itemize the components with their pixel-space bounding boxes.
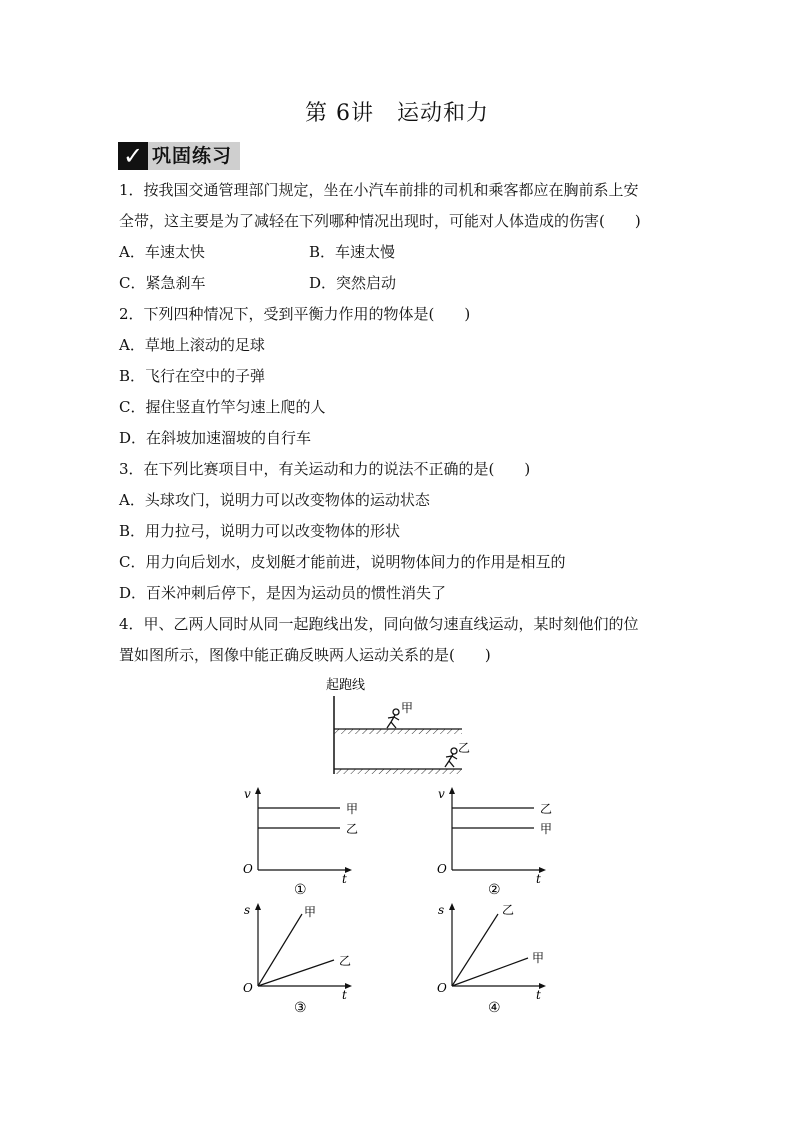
q2-option-b: B．飞行在空中的子弹 [119, 367, 266, 385]
section-label: 巩固练习 [148, 142, 240, 170]
runner-icon-a [387, 709, 399, 728]
check-icon: ✓ [118, 142, 148, 170]
graph-2 [430, 784, 560, 902]
runner-icon-b [445, 748, 457, 767]
start-line-label: 起跑线 [326, 678, 366, 693]
graph-3-shallow-line [258, 960, 334, 986]
start-line-figure [318, 672, 478, 782]
graph-3-steep-line [258, 914, 302, 986]
q1-options-row2 [119, 272, 679, 303]
graph-4 [430, 900, 560, 1020]
y-arrow-icon [255, 903, 261, 910]
q1-option-c: C．紧急刹车 [119, 274, 206, 292]
graph-1-y-axis: v [244, 787, 251, 801]
graph-4-shallow-label: 甲 [532, 951, 545, 965]
graph-3-steep-label: 甲 [304, 905, 317, 919]
graph-2-origin: O [437, 862, 447, 876]
q3-option-b: B．用力拉弓，说明力可以改变物体的形状 [119, 522, 401, 540]
graph-1-upper-label: 甲 [346, 802, 359, 816]
graph-3-x-axis: t [342, 988, 347, 1002]
q1-options-row1 [119, 241, 679, 272]
graph-4-origin: O [437, 981, 447, 995]
q1-option-a: A．车速太快 [119, 243, 205, 261]
graph-4-label: ④ [488, 1000, 501, 1016]
track-lower [334, 769, 462, 774]
graph-4-steep-line [452, 914, 498, 986]
graph-2-y-axis: v [438, 787, 445, 801]
q2-stem: 2．下列四种情况下，受到平衡力作用的物体是( ) [119, 305, 471, 323]
q1-option-d: D．突然启动 [309, 274, 397, 292]
q4-stem-line1: 4．甲、乙两人同时从同一起跑线出发，同向做匀速直线运动，某时刻他们的位 [119, 615, 639, 633]
graph-2-label: ② [488, 882, 501, 898]
q2-option-d: D．在斜坡加速溜坡的自行车 [119, 429, 312, 447]
runner-a-label: 甲 [401, 701, 414, 715]
graph-3-origin: O [243, 981, 253, 995]
q2-option-a: A．草地上滚动的足球 [119, 336, 265, 354]
page-title: 第 6讲 运动和力 [305, 101, 489, 126]
section-header [118, 142, 240, 170]
graph-1 [236, 784, 366, 902]
graph-3-label: ③ [294, 1000, 307, 1016]
question-list [119, 179, 679, 675]
q1-stem-line2: 全带，这主要是为了减轻在下列哪种情况出现时，可能对人体造成的伤害( ) [119, 212, 641, 230]
graph-3 [236, 900, 366, 1020]
graph-4-y-axis: s [438, 903, 445, 917]
track-upper [334, 729, 462, 734]
graph-4-x-axis: t [536, 988, 541, 1002]
graph-2-x-axis: t [536, 872, 541, 886]
graph-1-lower-label: 乙 [346, 822, 359, 836]
q2-option-c: C．握住竖直竹竿匀速上爬的人 [119, 398, 326, 416]
q1-option-b: B．车速太慢 [309, 243, 396, 261]
graph-1-label: ① [294, 882, 307, 898]
q4-stem-line2: 置如图所示，图像中能正确反映两人运动关系的是( ) [119, 646, 491, 664]
q3-option-c: C．用力向后划水，皮划艇才能前进，说明物体间力的作用是相互的 [119, 553, 566, 571]
graph-3-shallow-label: 乙 [339, 954, 352, 968]
graph-3-y-axis: s [244, 903, 251, 917]
graph-4-shallow-line [452, 958, 528, 986]
y-arrow-icon [449, 787, 455, 794]
q3-stem: 3．在下列比赛项目中，有关运动和力的说法不正确的是( ) [119, 460, 531, 478]
q1-stem-line1: 1．按我国交通管理部门规定，坐在小汽车前排的司机和乘客都应在胸前系上安 [119, 181, 639, 199]
graph-1-x-axis: t [342, 872, 347, 886]
runner-b-label: 乙 [458, 741, 471, 755]
graph-2-upper-label: 乙 [540, 802, 553, 816]
y-arrow-icon [255, 787, 261, 794]
q3-option-a: A．头球攻门，说明力可以改变物体的运动状态 [119, 491, 430, 509]
graph-2-lower-label: 甲 [540, 822, 553, 836]
q3-option-d: D．百米冲刺后停下，是因为运动员的惯性消失了 [119, 584, 447, 602]
graph-1-origin: O [243, 862, 253, 876]
graph-4-steep-label: 乙 [502, 903, 515, 917]
y-arrow-icon [449, 903, 455, 910]
